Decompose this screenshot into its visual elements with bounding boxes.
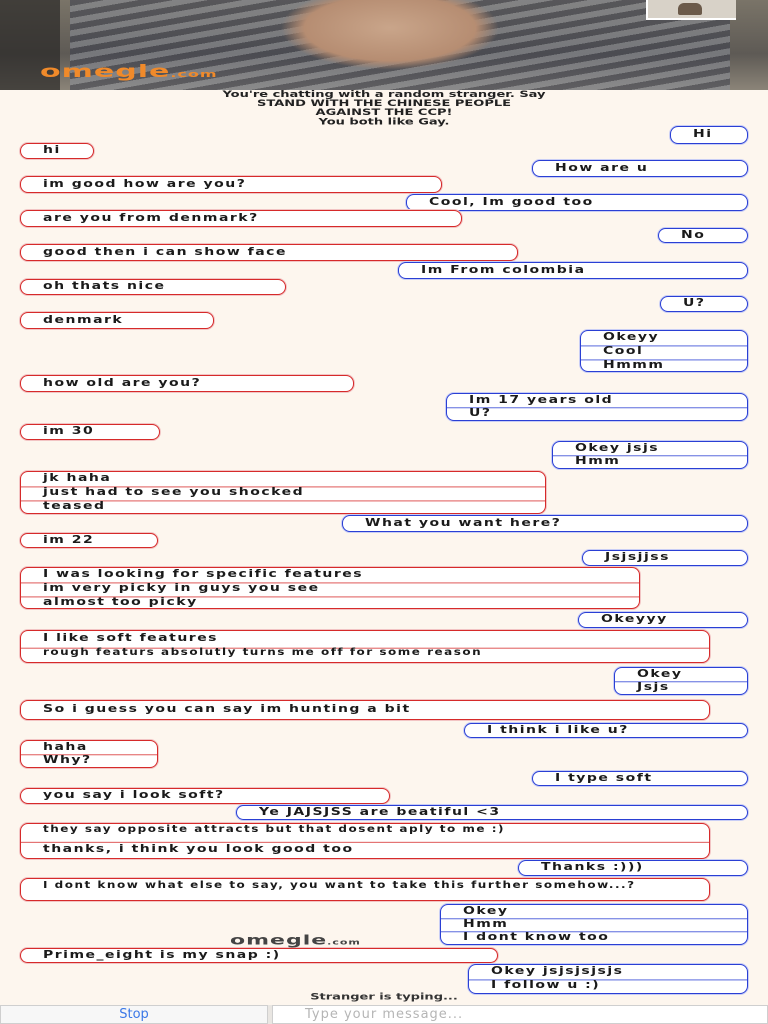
message-text: Ye JAJSJSS are beatiful <3 xyxy=(259,805,501,819)
omegle-logo-suffix: .com xyxy=(170,68,218,80)
message-text: Im From colombia xyxy=(421,263,586,277)
message-text: Prime_eight is my snap :) xyxy=(43,948,281,962)
message-text: im 30 xyxy=(43,424,95,438)
message-text: U? xyxy=(683,296,706,310)
message-text: Okeyyy xyxy=(601,612,668,626)
message-text: im good how are you? xyxy=(43,177,247,191)
message-input[interactable]: Type your message... xyxy=(272,1005,768,1024)
stranger-message-bubble xyxy=(20,424,160,440)
message-text: denmark xyxy=(43,313,124,327)
omegle-logo xyxy=(40,62,218,81)
message-text: Okey xyxy=(463,904,509,918)
message-text: I think i like u? xyxy=(487,723,629,737)
my-message-bubble xyxy=(342,515,748,532)
status-line-3: AGAINST THE CCP! xyxy=(315,107,453,118)
message-text: Jsjs xyxy=(615,681,747,691)
self-video-preview xyxy=(646,0,736,20)
message-text: Hmmm xyxy=(581,360,747,371)
message-text: thanks, i think you look good too xyxy=(21,842,709,855)
stranger-message-bubble xyxy=(20,700,710,720)
status-line-1: You're chatting with a random stranger. Say xyxy=(222,89,546,100)
stranger-message-bubble xyxy=(20,244,518,261)
message-text: rough featurs absolutly turns me off for some reason xyxy=(21,648,709,660)
stranger-message-bubble xyxy=(20,375,354,392)
message-text: Hmm xyxy=(553,455,747,465)
my-message-bubble xyxy=(398,262,748,279)
stranger-message-bubble xyxy=(20,878,710,901)
my-message-bubble xyxy=(468,964,748,994)
my-message-bubble xyxy=(532,160,748,177)
my-message-bubble xyxy=(580,330,748,372)
message-text: Okey jsjsjsjsjs xyxy=(491,964,624,978)
message-text: good then i can show face xyxy=(43,245,287,259)
message-text: I was looking for specific features xyxy=(43,567,364,581)
message-text: How are u xyxy=(555,161,649,175)
message-text: you say i look soft? xyxy=(43,788,225,802)
my-message-bubble xyxy=(518,860,748,876)
my-message-bubble xyxy=(660,296,748,312)
stranger-message-bubble xyxy=(20,533,158,548)
status-line-2: STAND WITH THE CHINESE PEOPLE xyxy=(256,98,512,109)
my-message-bubble xyxy=(406,194,748,211)
message-text: hi xyxy=(43,143,61,157)
footer-logo-suffix: .com xyxy=(327,938,361,947)
message-text: Okeyy xyxy=(603,330,660,344)
message-text: I type soft xyxy=(555,771,653,785)
message-text: they say opposite attracts but that dosent aply to me :) xyxy=(43,823,505,835)
video-area xyxy=(0,0,768,90)
stranger-message-bubble xyxy=(20,740,158,768)
message-text: U? xyxy=(447,407,747,417)
stranger-message-bubble xyxy=(20,210,462,227)
message-text: are you from denmark? xyxy=(43,211,259,225)
stranger-video-hands xyxy=(280,0,500,70)
stranger-message-bubble xyxy=(20,788,390,804)
chat-status-message xyxy=(0,90,768,126)
stranger-message-bubble xyxy=(20,143,94,159)
message-text: almost too picky xyxy=(21,597,639,608)
message-text: I dont know what else to say, you want to take this further somehow...? xyxy=(43,879,636,891)
typing-indicator: Stranger is typing... xyxy=(310,992,458,1003)
my-message-bubble xyxy=(464,723,748,738)
omegle-footer-logo xyxy=(230,933,361,948)
my-message-bubble xyxy=(532,771,748,786)
stranger-message-bubble xyxy=(20,630,710,663)
message-text: Cool, Im good too xyxy=(429,195,594,209)
message-text: I like soft features xyxy=(43,631,219,645)
message-text: No xyxy=(681,228,706,242)
message-text: how old are you? xyxy=(43,376,202,390)
status-line-4: You both like Gay. xyxy=(318,116,450,128)
message-text: haha xyxy=(43,740,88,754)
message-text: Hi xyxy=(693,127,713,141)
footer-logo-main: omegle xyxy=(230,933,328,948)
message-text: just had to see you shocked xyxy=(21,487,545,498)
stranger-message-bubble xyxy=(20,948,498,963)
message-text: Hmm xyxy=(441,918,747,928)
my-message-bubble xyxy=(670,126,748,144)
stranger-message-bubble xyxy=(20,471,546,514)
stranger-message-bubble xyxy=(20,312,214,329)
message-text: Okey jsjs xyxy=(575,441,660,455)
stop-button[interactable]: Stop xyxy=(0,1005,268,1024)
message-text: So i guess you can say im hunting a bit xyxy=(43,702,411,716)
stranger-message-bubble xyxy=(20,567,640,609)
my-message-bubble xyxy=(446,393,748,421)
message-text: im very picky in guys you see xyxy=(21,583,639,594)
my-message-bubble xyxy=(582,550,748,566)
message-text: Why? xyxy=(21,754,157,764)
my-message-bubble xyxy=(440,904,748,945)
message-text: Cool xyxy=(581,346,747,357)
message-text: I dont know too xyxy=(441,931,747,941)
stranger-message-bubble xyxy=(20,176,442,193)
message-text: teased xyxy=(21,501,545,512)
message-text: Jsjsjjss xyxy=(605,550,670,564)
stranger-message-bubble xyxy=(20,823,710,859)
my-message-bubble xyxy=(658,228,748,243)
message-text: What you want here? xyxy=(365,516,562,530)
self-video-face xyxy=(678,3,702,15)
stranger-message-bubble xyxy=(20,279,286,295)
my-message-bubble xyxy=(578,612,748,628)
message-text: Im 17 years old xyxy=(469,393,614,407)
message-text: Thanks :))) xyxy=(541,860,644,874)
message-text: jk haha xyxy=(43,471,112,485)
my-message-bubble xyxy=(236,805,748,820)
omegle-logo-main: omegle xyxy=(40,62,171,82)
message-text: im 22 xyxy=(43,533,95,547)
message-text: oh thats nice xyxy=(43,279,166,293)
my-message-bubble xyxy=(552,441,748,469)
message-text: I follow u :) xyxy=(469,980,747,991)
my-message-bubble xyxy=(614,667,748,695)
message-text: Okey xyxy=(637,667,683,681)
